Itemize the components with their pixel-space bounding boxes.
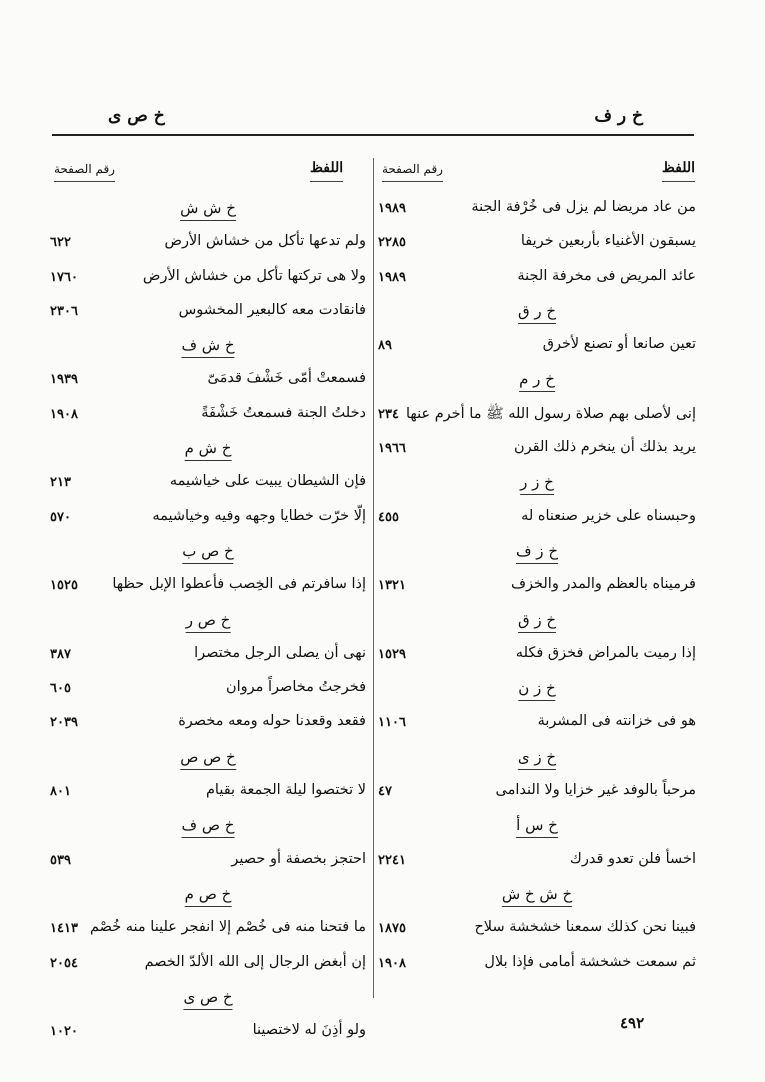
- entry-page-number: ٦٢٢: [50, 235, 71, 251]
- right-column-page-label: رقم الصفحة: [382, 162, 443, 176]
- entry-text: لا تختصوا ليلة الجمعة بقيام: [205, 782, 366, 799]
- entry-text: إنى لأصلى بهم صلاة رسول الله ﷺ ما أخرم عنها: [405, 405, 696, 422]
- header-rule: [52, 134, 694, 136]
- entry-page-number: ١٩٣٩: [50, 372, 78, 388]
- entry-text: يريد بذلك أن ينخرم ذلك القرن: [514, 439, 696, 456]
- entry-page-number: ٨٠١: [50, 784, 71, 800]
- index-entry: [378, 775, 696, 809]
- index-entry: [50, 398, 366, 432]
- entry-text: إذا رميت بالمراض فخزق فكله: [515, 644, 696, 661]
- index-entry: [50, 569, 366, 603]
- entry-text: فانقادت معه كالبعير المخشوس: [178, 301, 366, 318]
- entry-text: هو فى خزانته فى المشربة: [537, 713, 696, 730]
- root-letters: خ ص ى: [183, 988, 232, 1010]
- index-entry: [378, 226, 696, 260]
- index-entry: [378, 261, 696, 295]
- root-heading: [50, 192, 366, 226]
- entry-page-number: ٤٧: [378, 784, 392, 800]
- root-heading: [378, 809, 696, 843]
- root-letters: خ ص ص: [180, 748, 236, 770]
- entry-text: ولو أذِنَ له لاختصينا: [252, 1022, 366, 1039]
- root-letters: خ ز ق: [518, 611, 556, 633]
- root-heading: [50, 741, 366, 775]
- running-head-right: خ ر ف: [594, 106, 643, 126]
- entry-text: تعين صانعا أو تصنع لأخرق: [542, 336, 696, 353]
- entry-text: فرميناه بالعظم والمدر والخزف: [511, 576, 696, 593]
- entry-text: فسمعتْ أمّى خَشْفَ قدمَىّ: [207, 370, 366, 387]
- root-heading: [378, 604, 696, 638]
- entry-text: يسبقون الأغنياء بأربعين خريفا: [520, 233, 696, 250]
- column-divider: [373, 158, 374, 998]
- entry-page-number: ٢٠٣٩: [50, 715, 78, 731]
- entry-text: فإن الشيطان يبيت على خياشيمه: [169, 473, 366, 490]
- entry-page-number: ٢٣٠٦: [50, 303, 78, 319]
- root-heading: [378, 878, 696, 912]
- entry-page-number: ١١٠٦: [378, 715, 406, 731]
- root-heading: [378, 672, 696, 706]
- entry-page-number: ١٤١٣: [50, 921, 78, 937]
- entry-text: ثم سمعت خشخشة أمامى فإذا بلال: [484, 953, 696, 970]
- entry-page-number: ١٩٨٩: [378, 269, 406, 285]
- entry-text: نهى أن يصلى الرجل مختصرا: [194, 644, 366, 661]
- root-letters: خ ص ر: [186, 611, 231, 633]
- entry-page-number: ٨٩: [378, 338, 392, 354]
- entry-page-number: ٥٣٩: [50, 852, 71, 868]
- root-heading: [50, 535, 366, 569]
- entry-text: ولم تدعها تأكل من خشاش الأرض: [164, 233, 366, 250]
- root-letters: خ ص ب: [182, 542, 233, 564]
- root-heading: [378, 741, 696, 775]
- entry-text: فبينا نحن كذلك سمعنا خشخشة سلاح: [474, 919, 696, 936]
- entry-text: ما فتحنا منه فى خُصْم إلا انفجر علينا منه خُصْم: [89, 919, 366, 936]
- index-entry: [50, 261, 366, 295]
- index-entry: [378, 947, 696, 981]
- page-number: ٤٩٢: [620, 1014, 645, 1032]
- index-entry: [50, 363, 366, 397]
- entry-text: إلّا خرّت خطايا وجهه وفيه وخياشيمه: [152, 507, 366, 524]
- entry-page-number: ١٩٠٨: [50, 406, 78, 422]
- entry-page-number: ١٩٨٩: [378, 201, 406, 216]
- root-heading: [50, 432, 366, 466]
- entry-page-number: ١٨٧٥: [378, 921, 406, 937]
- entry-text: عائد المريض فى مخرفة الجنة: [517, 267, 696, 284]
- index-entry: [378, 638, 696, 672]
- entry-text: ولا هى تركتها تأكل من خشاش الأرض: [142, 267, 366, 284]
- entry-page-number: ٢٢٨٥: [378, 235, 406, 251]
- entry-page-number: ٢١٣: [50, 475, 71, 491]
- index-entry: [378, 912, 696, 946]
- index-entry: [50, 501, 366, 535]
- root-letters: خ س أ: [516, 816, 558, 838]
- entry-page-number: ١٠٢٠: [50, 1024, 78, 1040]
- left-column-word-label: اللفظ: [310, 160, 344, 176]
- index-entry: [378, 501, 696, 535]
- left-column: [50, 192, 366, 1049]
- root-letters: خ ص ف: [182, 816, 235, 838]
- index-entry: [378, 844, 696, 878]
- entry-text: مرحباً بالوفد غير خزايا ولا الندامى: [495, 782, 696, 799]
- running-head-left: خ ص ى: [108, 106, 165, 126]
- index-entry: [378, 432, 696, 466]
- entry-page-number: ٣٨٧: [50, 646, 71, 662]
- root-heading: [378, 466, 696, 500]
- entry-text: دخلتُ الجنة فسمعتُ خَشْفَةً: [201, 404, 366, 421]
- index-entry: [50, 1015, 366, 1049]
- index-entry: [50, 947, 366, 981]
- root-letters: خ ش خ ش: [502, 885, 572, 907]
- root-letters: خ ش م: [185, 439, 232, 461]
- entry-page-number: ١٩٠٨: [378, 955, 406, 971]
- entry-text: فقعد وقعدنا حوله ومعه مخصرة: [178, 713, 366, 730]
- entry-page-number: ٢٢٤١: [378, 852, 406, 868]
- entry-page-number: ١٩٦٦: [378, 441, 406, 457]
- root-letters: خ ش ف: [181, 336, 234, 358]
- root-letters: خ ش ش: [180, 199, 236, 221]
- entry-page-number: ١٥٢٥: [50, 578, 78, 594]
- root-heading: [378, 535, 696, 569]
- entry-page-number: ١٧٦٠: [50, 269, 78, 285]
- entry-page-number: ١٥٢٩: [378, 646, 406, 662]
- index-entry: [378, 192, 696, 226]
- entry-page-number: ٤٥٥: [378, 509, 399, 525]
- right-column: [378, 192, 696, 981]
- entry-text: فخرجتُ مخاصراً مروان: [225, 679, 366, 696]
- entry-page-number: ٦٠٥: [50, 681, 71, 697]
- entry-text: اخسأ فلن تعدو قدرك: [569, 850, 696, 867]
- root-heading: [50, 878, 366, 912]
- index-entry: [378, 706, 696, 740]
- entry-page-number: ٢٠٥٤: [50, 955, 78, 971]
- index-entry: [50, 672, 366, 706]
- index-entry: [378, 569, 696, 603]
- index-entry: [378, 398, 696, 432]
- root-heading: [378, 363, 696, 397]
- root-letters: خ ر ق: [518, 302, 556, 324]
- entry-page-number: ٢٣٤: [378, 406, 399, 422]
- root-heading: [378, 295, 696, 329]
- index-entry: [50, 638, 366, 672]
- root-letters: خ ز ى: [518, 748, 556, 770]
- root-letters: خ ز ف: [516, 542, 558, 564]
- root-heading: [50, 809, 366, 843]
- index-entry: [50, 466, 366, 500]
- root-heading: [50, 604, 366, 638]
- root-letters: خ ر م: [519, 370, 555, 392]
- entry-page-number: ٥٧٠: [50, 509, 71, 525]
- entry-text: وحبسناه على خزير صنعناه له: [521, 507, 696, 524]
- root-heading: [50, 329, 366, 363]
- index-entry: [50, 844, 366, 878]
- root-letters: خ ص م: [185, 885, 232, 907]
- left-column-page-label: رقم الصفحة: [54, 162, 115, 176]
- index-entry: [378, 329, 696, 363]
- index-entry: [50, 295, 366, 329]
- entry-text: احتجز بخصفة أو حصير: [231, 850, 366, 867]
- index-entry: [50, 912, 366, 946]
- entry-text: إذا سافرتم فى الخِصب فأعطوا الإبل حظها: [112, 576, 366, 593]
- entry-page-number: ١٣٢١: [378, 578, 406, 594]
- root-letters: خ ز ن: [518, 679, 555, 701]
- root-heading: [50, 981, 366, 1015]
- right-column-word-label: اللفظ: [661, 160, 695, 176]
- entry-text: من عاد مريضا لم يزل فى خُرْفة الجنة: [471, 199, 696, 215]
- entry-text: إن أبغض الرجال إلى الله الألدّ الخصم: [144, 953, 366, 970]
- index-entry: [50, 706, 366, 740]
- root-letters: خ ز ر: [520, 473, 554, 495]
- index-entry: [50, 775, 366, 809]
- index-entry: [50, 226, 366, 260]
